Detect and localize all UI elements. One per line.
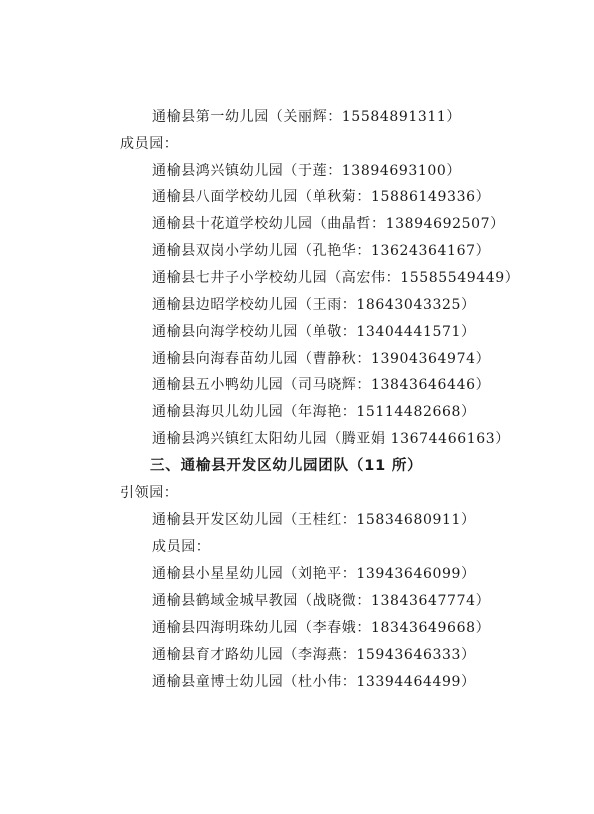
members-label-1: 成员园： — [120, 136, 179, 152]
member-kindergarten: 通榆县四海明珠幼儿园（李春娥：18343649668） — [152, 620, 491, 636]
member-kindergarten: 通榆县双岗小学幼儿园（孔艳华：13624364167） — [152, 243, 491, 259]
members-label-2: 成员园： — [152, 539, 211, 555]
member-kindergarten: 通榆县向海学校幼儿园（单敬：13404441571） — [152, 324, 476, 340]
member-kindergarten: 通榆县海贝儿幼儿园（年海艳：15114482668） — [152, 404, 476, 420]
member-kindergarten: 通榆县鸿兴镇红太阳幼儿园（腾亚娟 13674466163） — [152, 431, 510, 447]
member-kindergarten: 通榆县育才路幼儿园（李海燕：15943646333） — [152, 647, 476, 663]
leader-kindergarten-2: 通榆县开发区幼儿园（王桂红：15834680911） — [152, 512, 476, 528]
member-kindergarten: 通榆县七井子小学校幼儿园（高宏伟：15585549449） — [152, 270, 520, 286]
member-kindergarten: 通榆县边昭学校幼儿园（王雨：18643043325） — [152, 297, 476, 313]
member-kindergarten: 通榆县鹤域金城早教园（战晓微：13843647774） — [152, 593, 491, 609]
section-heading: 三、通榆县开发区幼儿园团队（11 所） — [150, 458, 423, 474]
member-kindergarten: 通榆县五小鸭幼儿园（司马晓辉：13843646446） — [152, 377, 491, 393]
member-kindergarten: 通榆县童博士幼儿园（杜小伟：13394464499） — [152, 674, 476, 690]
member-kindergarten: 通榆县十花道学校幼儿园（曲晶哲：13894692507） — [152, 216, 505, 232]
member-kindergarten: 通榆县向海春苗幼儿园（曹静秋：13904364974） — [152, 351, 491, 367]
leader-kindergarten-1: 通榆县第一幼儿园（关丽辉：15584891311） — [152, 109, 461, 125]
member-kindergarten: 通榆县鸿兴镇幼儿园（于莲：13894693100） — [152, 163, 461, 179]
lead-label: 引领园： — [120, 485, 179, 501]
member-kindergarten: 通榆县小星星幼儿园（刘艳平：13943646099） — [152, 566, 476, 582]
member-kindergarten: 通榆县八面学校幼儿园（单秋菊：15886149336） — [152, 189, 491, 205]
